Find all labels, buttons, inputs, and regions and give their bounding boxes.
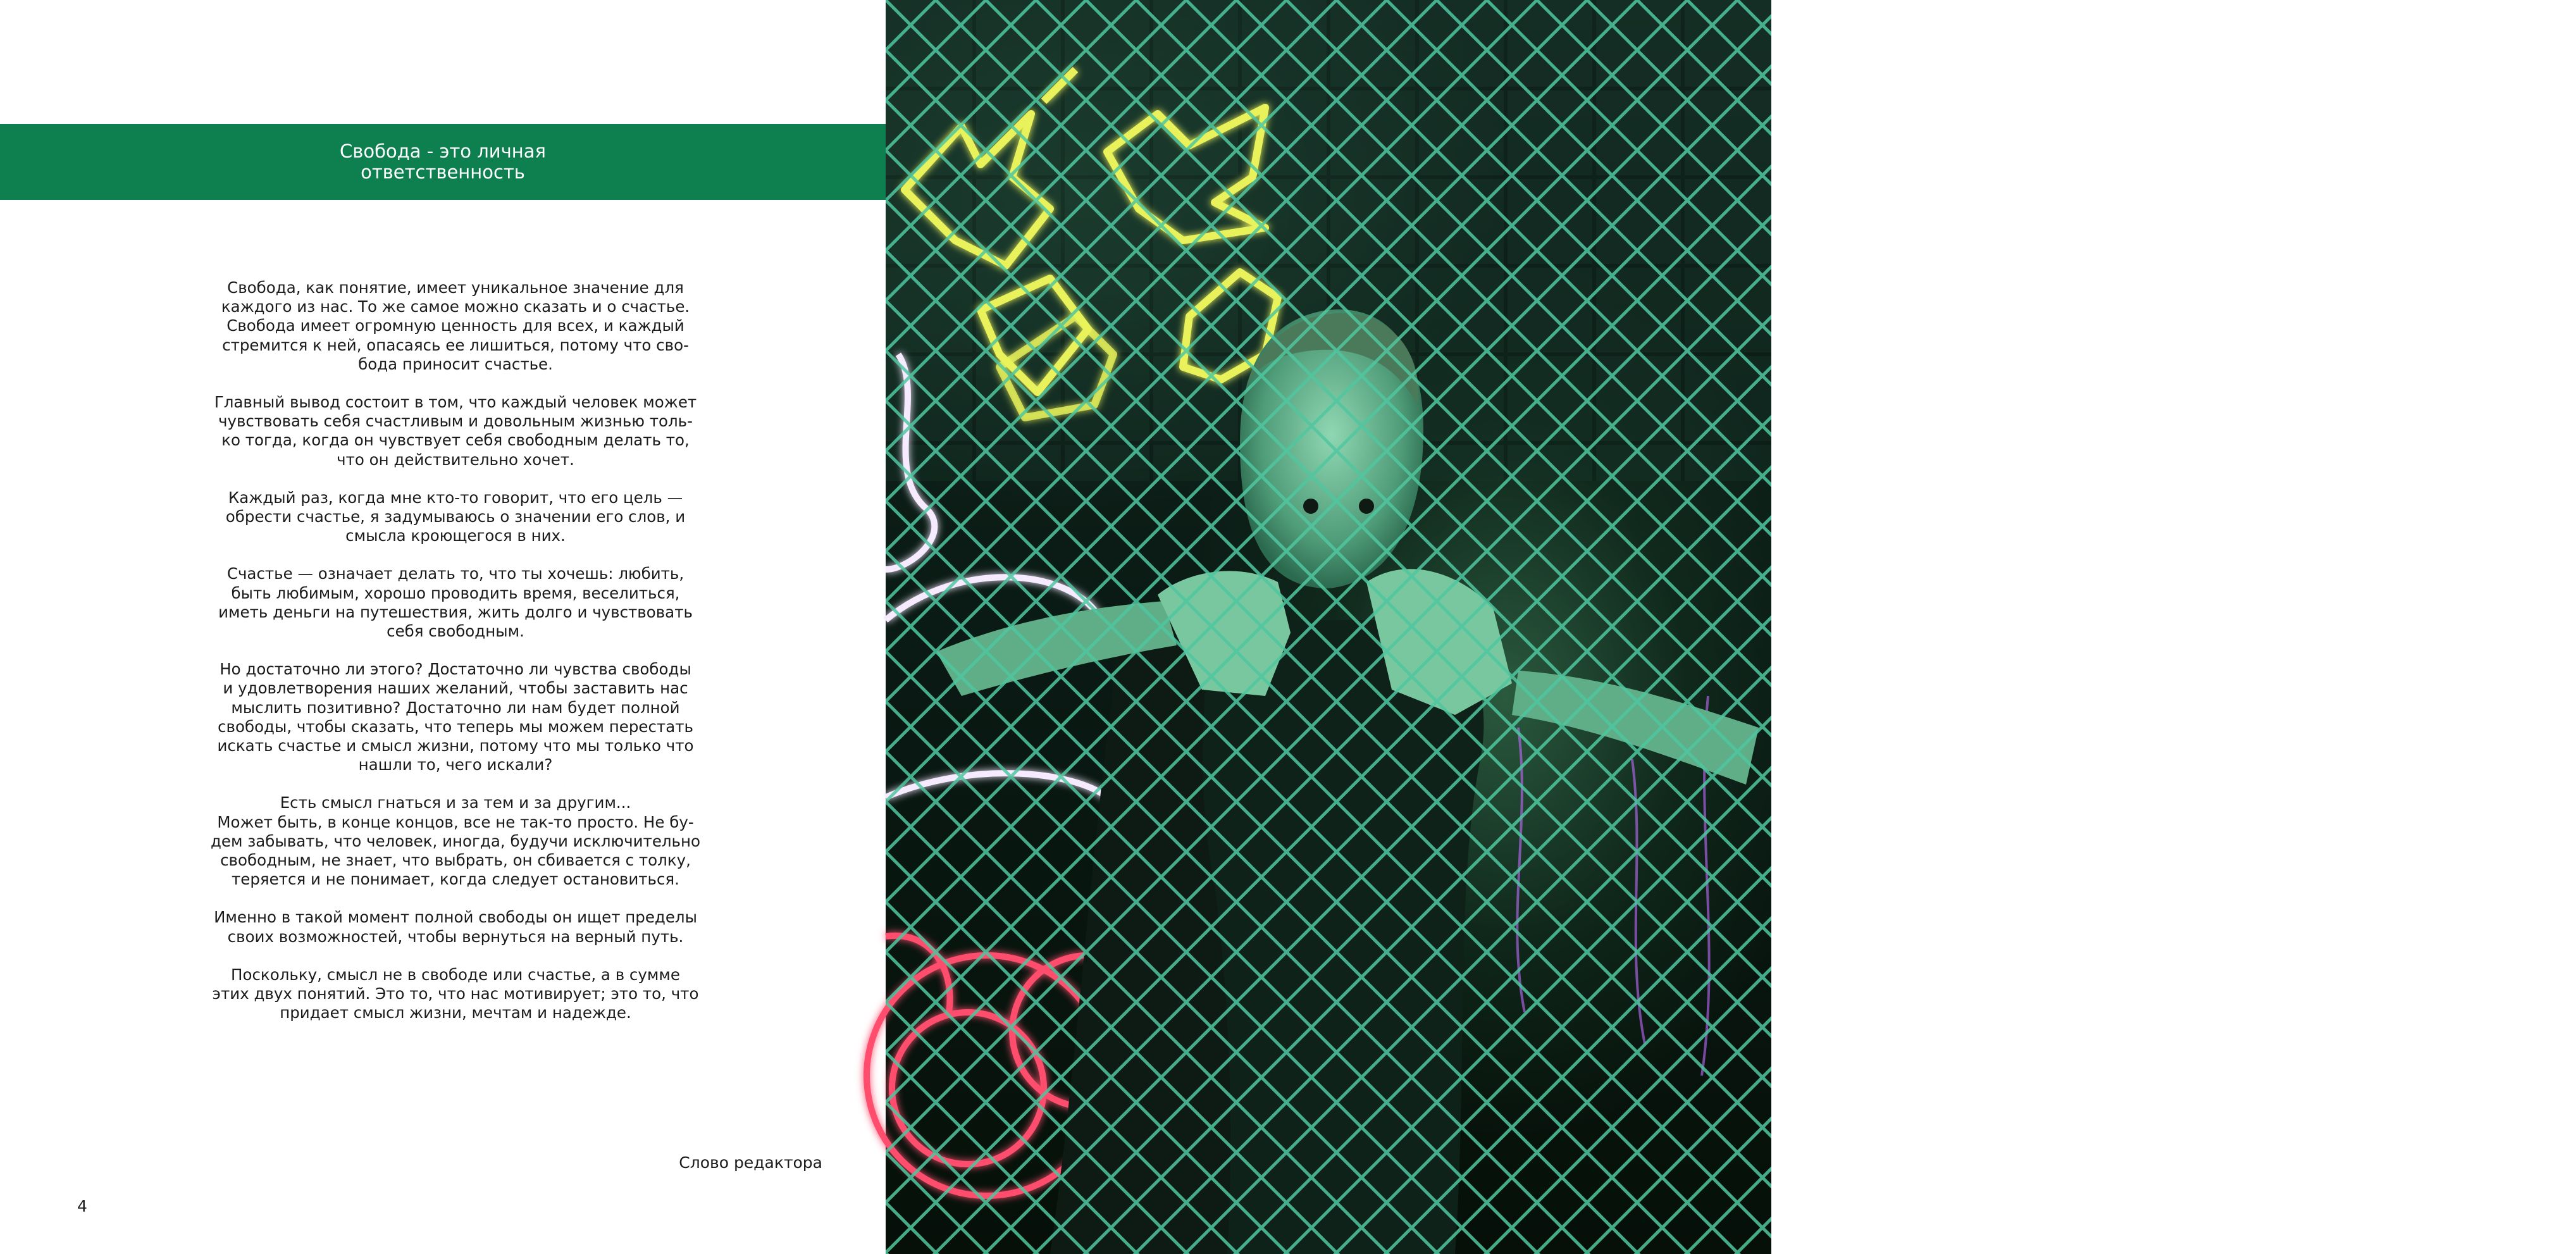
text-line: чувствовать себя счастливым и довольным жизнью толь- (218, 412, 693, 431)
text-line: стремится к ней, опасаясь ее лишиться, потому что сво- (222, 335, 689, 354)
text-line: Есть смысл гнаться и за тем и за другим... (280, 793, 631, 812)
article-body (202, 278, 709, 1042)
text-line: Именно в такой момент полной свободы он ищет пределы (214, 908, 697, 927)
text-line: ко тогда, когда он чувствует себя свободным делать то, (221, 431, 690, 450)
text-line: своих возможностей, чтобы вернуться на верный путь. (227, 927, 684, 946)
paragraph-4 (202, 564, 709, 641)
paragraph-2 (202, 393, 709, 469)
text-line: обрести счастье, я задумываюсь о значении его слов, и (225, 507, 686, 526)
text-line: искать счастье и смысл жизни, потому что мы только что (217, 736, 694, 755)
paragraph-1 (202, 278, 709, 374)
text-line: быть любимым, хорошо проводить время, веселиться, (231, 583, 680, 602)
paragraph-3 (202, 488, 709, 546)
article-title-line-1: Свобода - это личная (340, 140, 546, 162)
text-line: свободным, не знает, что выбрать, он сбивается с толку, (220, 851, 691, 870)
photo-man-behind-fence (886, 0, 1771, 1254)
left-page (0, 0, 886, 1254)
text-line: Главный вывод состоит в том, что каждый человек может (214, 393, 697, 412)
text-line: что он действительно хочет. (337, 450, 574, 469)
text-line: нашли то, чего искали? (358, 755, 553, 774)
text-line: Каждый раз, когда мне кто-то говорит, что его цель — (228, 488, 683, 507)
text-line: этих двух понятий. Это то, что нас мотивирует; это то, что (212, 984, 699, 1003)
text-line: Но достаточно ли этого? Достаточно ли чувства свободы (220, 660, 691, 679)
paragraph-6 (202, 793, 709, 889)
text-line: бода приносит счастье. (358, 354, 553, 373)
photo-page (886, 0, 2576, 1254)
title-band (0, 124, 886, 200)
page-number-right: 5 (2566, 1197, 2576, 1215)
text-line: придает смысл жизни, мечтам и надежде. (280, 1003, 631, 1022)
text-line: себя свободным. (387, 622, 524, 641)
text-line: свободы, чтобы сказать, что теперь мы можем перестать (218, 717, 693, 736)
chain-link-fence (886, 0, 1771, 1254)
text-line: каждого из нас. То же самое можно сказать и о счастье. (221, 297, 690, 316)
text-line: иметь деньги на путешествия, жить долго и чувствовать (218, 602, 693, 621)
text-line: Поскольку, смысл не в свободе или счастье, а в сумме (231, 965, 680, 984)
text-line: Может быть, в конце концов, все не так-то просто. Не бу- (217, 812, 694, 831)
paragraph-8 (202, 965, 709, 1023)
text-line: Свобода имеет огромную ценность для всех, и каждый (226, 316, 684, 335)
editor-note: Слово редактора (679, 1153, 822, 1172)
text-line: дем забывать, что человек, иногда, будучи исключительно (210, 831, 700, 850)
paragraph-5 (202, 660, 709, 774)
page-number-left: 4 (77, 1197, 87, 1215)
text-line: мыслить позитивно? Достаточно ли нам будет полной (231, 698, 680, 717)
paragraph-7 (202, 908, 709, 946)
text-line: Свобода, как понятие, имеет уникальное значение для (227, 278, 684, 297)
text-line: смысла кроющегося в них. (345, 526, 566, 545)
text-line: и удовлетворения наших желаний, чтобы заставить нас (223, 679, 688, 698)
text-line: теряется и не понимает, когда следует остановиться. (232, 870, 679, 889)
article-title-line-2: ответственность (361, 161, 525, 183)
text-line: Счастье — означает делать то, что ты хочешь: любить, (226, 564, 684, 583)
